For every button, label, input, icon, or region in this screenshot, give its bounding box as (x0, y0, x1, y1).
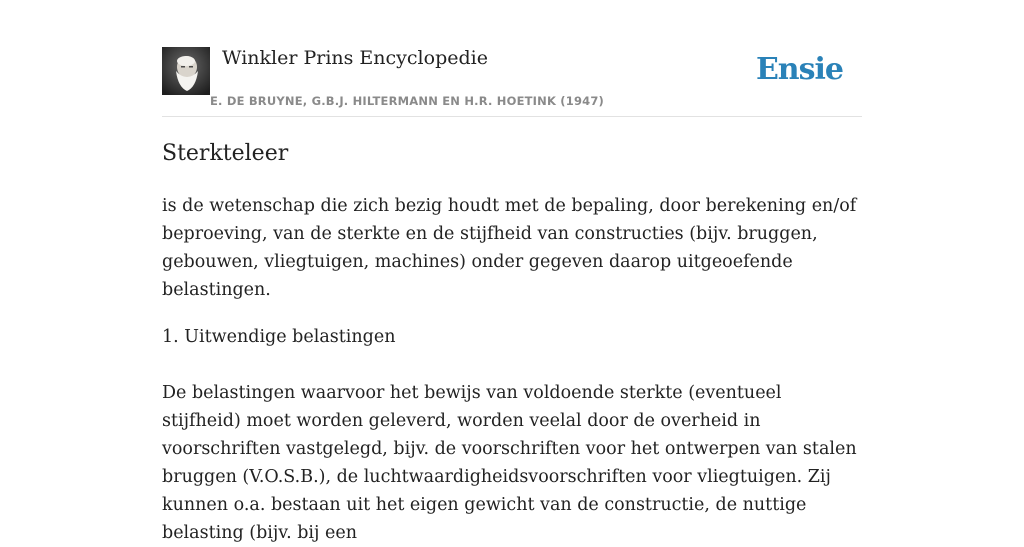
article-title: Sterkteleer (162, 141, 289, 166)
site-title[interactable]: Winkler Prins Encyclopedie (222, 47, 488, 69)
section-heading: 1. Uitwendige belastingen (162, 327, 396, 347)
article-paragraph: De belastingen waarvoor het bewijs van voldoende sterkte (eventueel stijfheid) moet worden geleverd, worden veelal door de overheid in voorschriften vastgelegd, bijv. de voorschriften voor het ontwerpen van stalen bruggen (V.O.S.B.), de luchtwaardigheidsvoorschriften voor vliegtuigen. Zij kunnen o.a. bestaan uit het eigen gewicht van de constructie, de nuttige belasting (bijv. bij een (162, 383, 857, 543)
site-header (162, 44, 862, 117)
brand-logo[interactable]: Ensie (755, 52, 843, 87)
article-paragraph: is de wetenschap die zich bezig houdt met de bepaling, door berekening en/of beproeving, van de sterkte en de stijfheid van constructies (bijv. bruggen, gebouwen, vliegtuigen, machines) onder gegeven daarop uitgeoefende belastingen. (162, 196, 857, 300)
authors-line: E. DE BRUYNE, G.B.J. HILTERMANN EN H.R. HOETINK (1947) (210, 94, 605, 108)
author-portrait-icon (162, 47, 210, 95)
article (162, 138, 862, 547)
